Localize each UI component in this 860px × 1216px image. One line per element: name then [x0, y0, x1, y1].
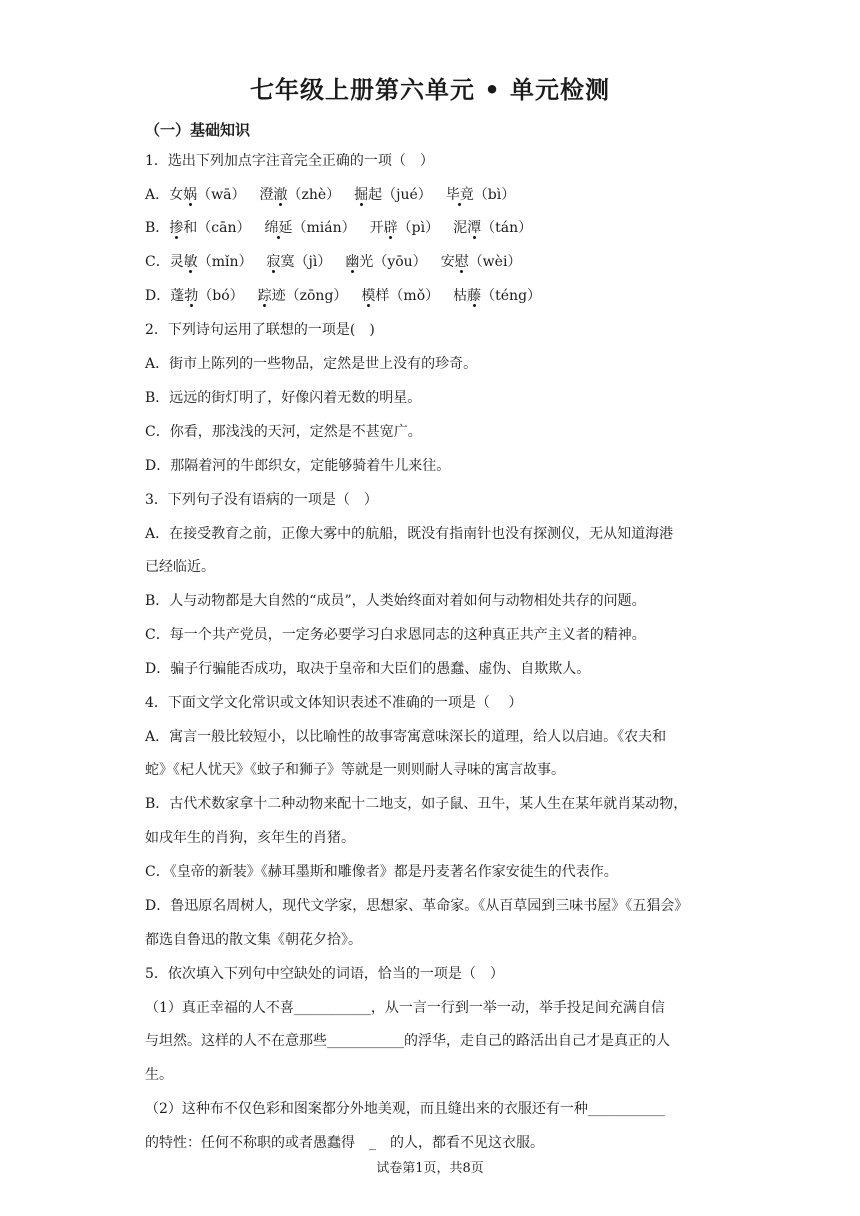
pinyin-item: 幽光（yōu） [345, 254, 427, 270]
question-4-option-d: D．鲁迅原名周树人，现代文学家，思想家、革命家。《从百草园到三味书屋》《五猖会》 [145, 898, 689, 914]
option-label: A． [145, 187, 170, 203]
question-1-stem: 1．选出下列加点字注音完全正确的一项（ ） [145, 153, 434, 169]
pinyin-item: 女娲（wā） [169, 187, 246, 203]
question-2-option-a: A．街市上陈列的一些物品，定然是世上没有的珍奇。 [145, 356, 478, 372]
question-4-option-a: A．寓言一般比较短小，以比喻性的故事寄寓意味深长的道理，给人以启迪。《农夫和 [145, 729, 667, 745]
question-1-option-a [145, 185, 720, 205]
dotted-character: 潭 [467, 220, 482, 236]
option-label: C． [145, 254, 170, 270]
dotted-character: 踪 [257, 288, 272, 304]
dotted-character: 幽 [345, 254, 360, 270]
dotted-character: 掺 [169, 220, 184, 236]
question-5-passage-2: （2）这种布不仅色彩和图案都分外地美观，而且缝出来的衣服还有一种___________ [145, 1101, 665, 1117]
pinyin-item: 踪迹（zōng） [257, 288, 348, 304]
dotted-character: 寂 [266, 254, 281, 270]
pinyin-item: 掘起（jué） [354, 187, 432, 203]
question-1-option-b [145, 218, 720, 238]
dotted-character: 掘 [354, 187, 369, 203]
question-4-option-b: B．古代术数家拿十二种动物来配十二地支，如子鼠、丑牛，某人生在某年就肖某动物， [145, 796, 688, 812]
pinyin-item: 蓬勃（bó） [170, 288, 244, 304]
dotted-character: 澈 [273, 187, 288, 203]
question-4-option-c: C．《皇帝的新装》《赫耳墨斯和雕像者》都是丹麦著名作家安徒生的代表作。 [145, 864, 618, 880]
question-5-passage-1-end: 生。 [145, 1067, 173, 1083]
pinyin-item: 绵延（mián） [264, 220, 356, 236]
question-2-option-d: D．那隔着河的牛郎织女，定能够骑着牛儿来往。 [145, 458, 451, 474]
pinyin-item: 寂寞（jì） [266, 254, 332, 270]
question-5-passage-1: （1）真正幸福的人不喜___________，从一言一行到一举一动，举手投足间充满自信 [145, 1000, 665, 1016]
page-title: 七年级上册第六单元 • 单元检测 [249, 76, 611, 104]
question-2-option-c: C．你看，那浅浅的天河，定然是不甚宽广。 [145, 424, 422, 440]
question-3-option-d: D．骗子行骗能否成功，取决于皇帝和大臣们的愚蠢、虚伪、自欺欺人。 [145, 661, 591, 677]
pinyin-item: 泥潭（tán） [453, 220, 533, 236]
pinyin-item: 开辟（pì） [369, 220, 440, 236]
pinyin-item: 安慰（wèi） [440, 254, 522, 270]
pinyin-item: 澄澈（zhè） [259, 187, 341, 203]
pinyin-item: 模样（mǒ） [361, 288, 440, 304]
option-label: D． [145, 288, 171, 304]
dotted-character: 慰 [454, 254, 469, 270]
pinyin-item: 掺和（cān） [169, 220, 251, 236]
dotted-character: 娲 [183, 187, 198, 203]
pinyin-item: 毕竟（bì） [445, 187, 516, 203]
question-4-option-d-cont: 都选自鲁迅的散文集《朝花夕拾》。 [145, 932, 362, 948]
question-1-option-d [145, 286, 720, 306]
page-footer: 试卷第1页，共8页 [376, 1161, 484, 1176]
question-3-stem: 3．下列句子没有语病的一项是（ ） [145, 492, 378, 508]
pinyin-item: 灵敏（mǐn） [169, 254, 253, 270]
question-4-stem: 4．下面文学文化常识或文体知识表述不准确的一项是（ ） [145, 695, 523, 711]
question-4-option-a-cont: 蛇》《杞人忧天》《蚊子和狮子》等就是一则则耐人寻味的寓言故事。 [145, 762, 565, 778]
question-1-option-c [145, 252, 720, 272]
question-2-option-b: B．远远的街灯明了，好像闪着无数的明星。 [145, 390, 422, 406]
dotted-character: 辟 [383, 220, 398, 236]
question-5-passage-1-cont: 与坦然。这样的人不在意那些___________的浮华，走自己的路活出自己才是真正的人 [145, 1033, 670, 1049]
question-4-option-b-cont: 如戌年生的肖狗，亥年生的肖猪。 [145, 830, 355, 846]
question-2-stem: 2．下列诗句运用了联想的一项是( ) [145, 322, 375, 338]
dotted-character: 勃 [184, 288, 199, 304]
pinyin-item: 枯藤（téng） [453, 288, 542, 304]
section-heading: （一）基础知识 [145, 121, 251, 139]
question-3-option-b: B．人与动物都是大自然的“成员”，人类始终面对着如何与动物相处共存的问题。 [145, 593, 646, 609]
question-3-option-c: C．每一个共产党员，一定务必要学习白求恩同志的这种真正共产主义者的精神。 [145, 627, 646, 643]
question-3-option-a: A．在接受教育之前，正像大雾中的航船，既没有指南针也没有探测仪，无从知道海港 [145, 526, 674, 542]
question-5-stem: 5．依次填入下列句中空缺处的词语，恰当的一项是（ ） [145, 966, 504, 982]
option-label: B． [145, 220, 170, 236]
dotted-character: 模 [361, 288, 376, 304]
question-5-passage-2-cont: 的特性：任何不称职的或者愚蠢得 _ 的人，都看不见这衣服。 [145, 1135, 544, 1151]
dotted-character: 藤 [467, 288, 482, 304]
dotted-character: 敏 [183, 254, 198, 270]
question-3-option-a-cont: 已经临近。 [145, 559, 215, 575]
